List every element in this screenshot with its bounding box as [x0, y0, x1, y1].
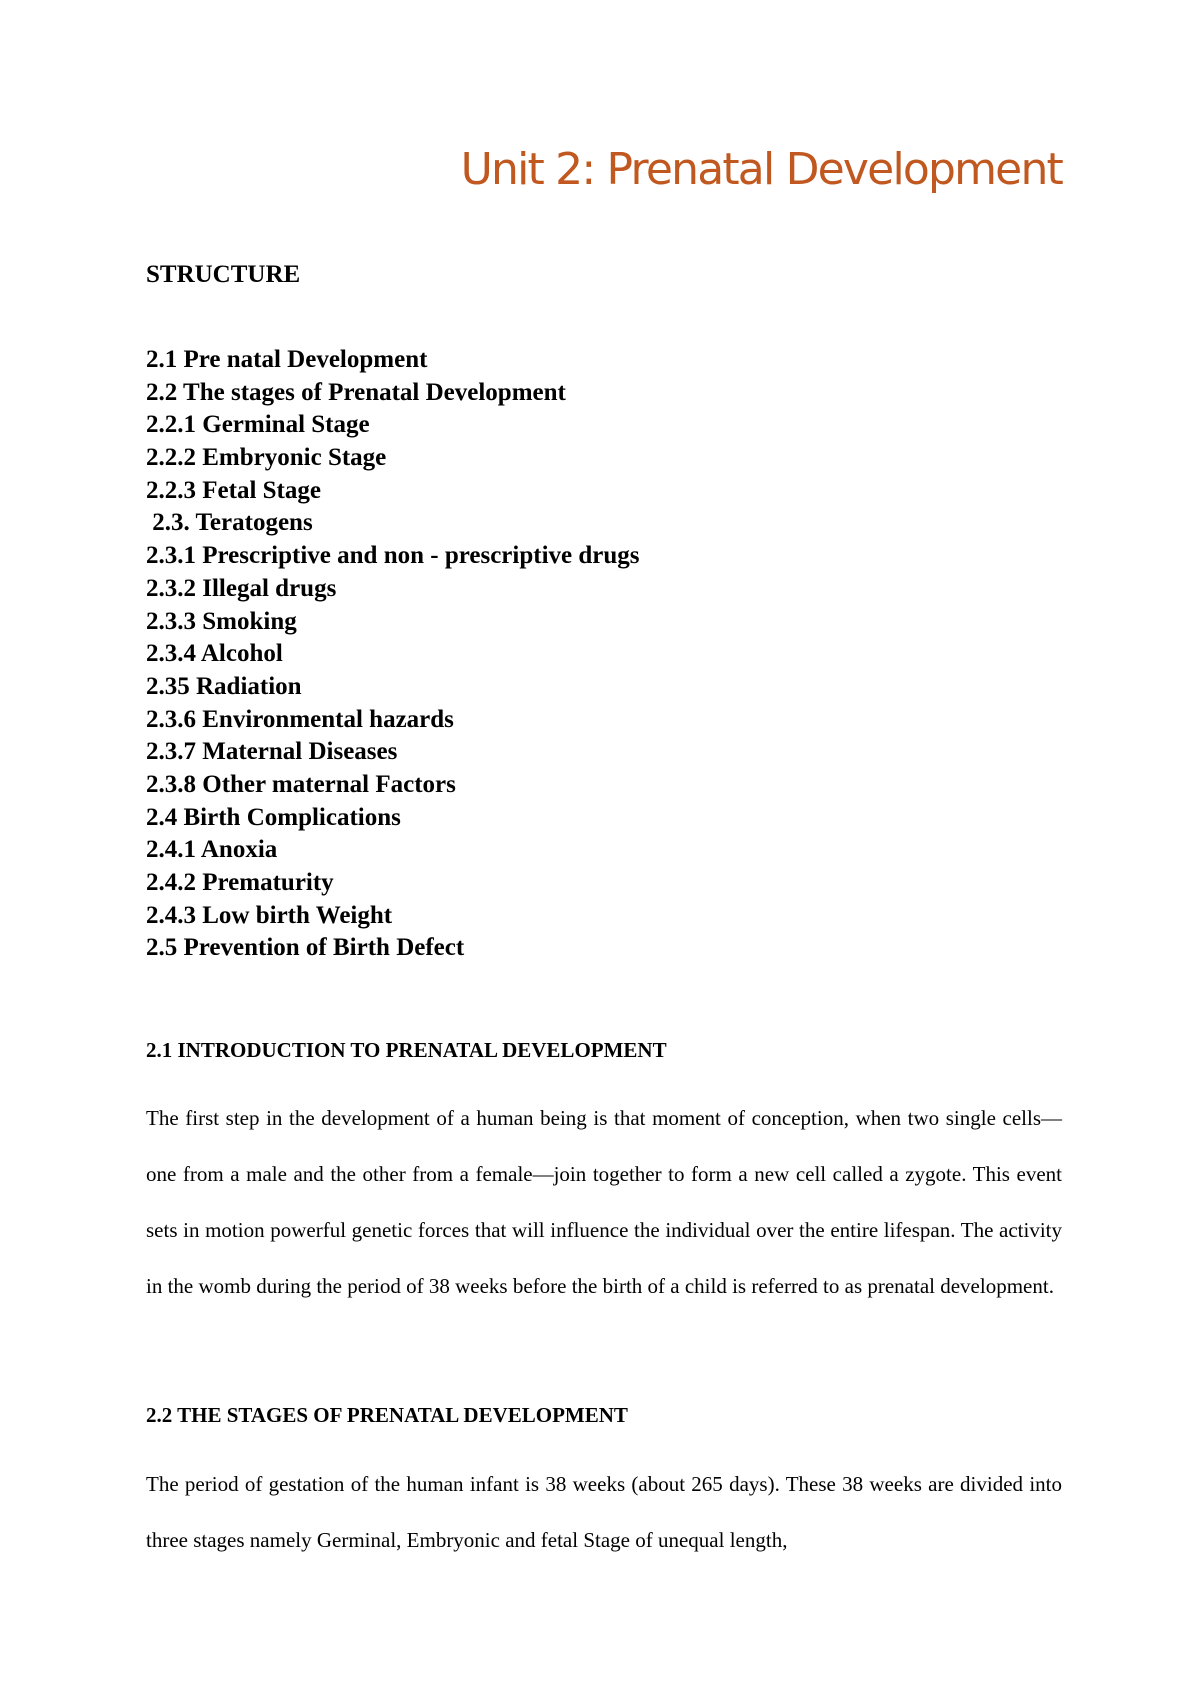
toc-item: 2.4.1 Anoxia [146, 836, 278, 864]
toc-item: 2.4.2 Prematurity [146, 869, 334, 896]
stages-paragraph: The period of gestation of the human infant is 38 weeks (about 265 days). These 38 weeks are divided into three stages namely Germinal, Embryonic and fetal Stage of unequal length, [146, 1472, 1062, 1552]
structure-heading: STRUCTURE [146, 261, 301, 288]
toc-item: 2.2.2 Embryonic Stage [146, 444, 387, 472]
toc-item: 2.3.6 Environmental hazards [146, 705, 454, 733]
toc-item: 2.3.2 Illegal drugs [146, 574, 337, 602]
toc-item: 2.4 Birth Complications [146, 803, 401, 831]
toc-item: 2.5 Prevention of Birth Defect [146, 934, 465, 962]
toc-item: 2.1 Pre natal Development [146, 346, 428, 373]
toc-item: 2.3. Teratogens [146, 509, 313, 537]
toc-item: 2.3.1 Prescriptive and non - prescriptive drugs [146, 542, 640, 570]
toc-item: 2.3.3 Smoking [146, 607, 297, 635]
toc-item: 2.3.8 Other maternal Factors [146, 770, 456, 798]
toc-item: 2.2.3 Fetal Stage [146, 476, 321, 504]
section-heading-stages: 2.2 THE STAGES OF PRENATAL DEVELOPMENT [146, 1403, 628, 1427]
toc-item: 2.3.4 Alcohol [146, 640, 283, 668]
toc-item: 2.2.1 Germinal Stage [146, 411, 370, 439]
toc-item: 2.35 Radiation [146, 672, 302, 700]
section-heading-introduction: 2.1 INTRODUCTION TO PRENATAL DEVELOPMENT [146, 1038, 667, 1062]
toc-item: 2.2 The stages of Prenatal Development [146, 378, 566, 406]
introduction-paragraph: The first step in the development of a human being is that moment of conception, when two single cells—one from a male and the other from a female—join together to form a new cell called a zygote. This event sets in motion powerful genetic forces that will influence the individual over the entire lifespan. The activity in the womb during the period of 38 weeks before the birth of a child is referred to as prenatal development. [146, 1106, 1062, 1298]
toc-item: 2.4.3 Low birth Weight [146, 901, 393, 929]
table-of-contents [146, 344, 640, 965]
toc-item: 2.3.7 Maternal Diseases [146, 738, 398, 766]
unit-title: Unit 2: Prenatal Development [460, 144, 1062, 195]
